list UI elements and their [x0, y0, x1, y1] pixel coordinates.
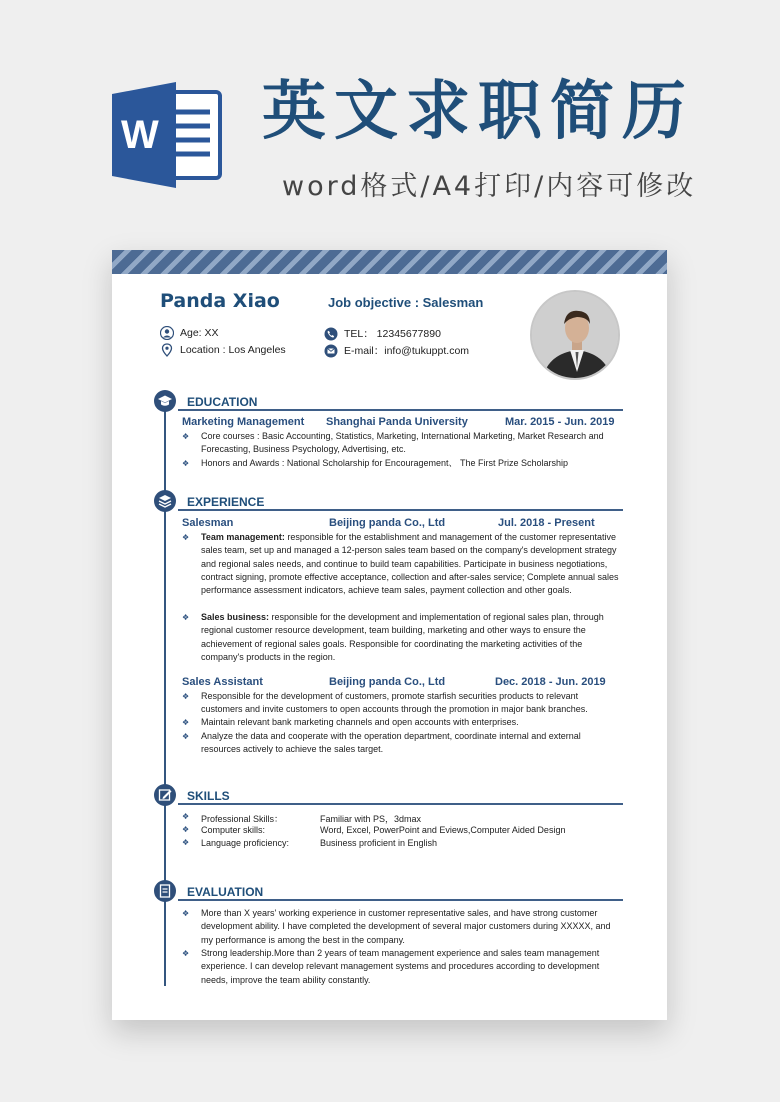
education-rule [178, 409, 623, 411]
evaluation-bullet: ❖ Strong leadership.More than 2 years of team management experience and sales team management experience. I can develop relevant management systems and procedures according to development needs, improve the team ability constantly. [182, 948, 600, 985]
job-company: Beijing panda Co., Ltd [329, 517, 446, 529]
education-school: Shanghai Panda University [326, 416, 468, 428]
job-company: Beijing panda Co., Ltd [329, 676, 446, 688]
experience-rule [178, 509, 623, 511]
job-period: Dec. 2018 - Jun. 2019 [495, 676, 606, 688]
phone-icon [324, 327, 338, 341]
skill-row: ❖ Professional Skills： Familiar with PS，3dmax [182, 812, 422, 824]
tel-info [324, 326, 441, 341]
evaluation-icon [154, 880, 176, 902]
job-bullet: ❖ Team management: responsible for the establishment and management of the customer representative sales team, set up and managed a 12-person sales team based on the company's development strategy and regional sales needs, and continue to build team capabilities. Participate in business negotiations, contract signing, promote effective acceptance, collection and after-sales service; Complete annual sales performance assessment indicators, achieve team sales, payment collection and other goals. [182, 532, 619, 596]
banner-subtitle: word格式/A4打印/内容可修改 [282, 171, 697, 202]
experience-title: EXPERIENCE [187, 495, 265, 509]
location-info [160, 343, 286, 357]
location-text: Location : Los Angeles [180, 344, 286, 356]
skills-icon [154, 784, 176, 806]
word-logo-icon [112, 82, 222, 188]
education-icon [154, 390, 176, 412]
job-bullet: ❖ Responsible for the development of customers, promote starfish securities products to relevant customers and invite customers to open accounts through the promotion in major bank branches. [182, 691, 588, 715]
email-text: E-mail：info@tukuppt.com [344, 345, 470, 357]
education-title: EDUCATION [187, 395, 258, 409]
evaluation-rule [178, 899, 623, 901]
portrait-image [532, 292, 620, 380]
education-period: Mar. 2015 - Jun. 2019 [505, 416, 615, 428]
education-bullet: ❖ Core courses : Basic Accounting, Statistics, Marketing, International Marketing, Market Research and Forecasting, Business Psychology, Advertising, etc. [182, 431, 604, 455]
svg-text:W: W [121, 113, 159, 157]
profile-photo [530, 290, 620, 380]
skills-title: SKILLS [187, 789, 230, 803]
job-objective: Job objective : Salesman [328, 295, 484, 310]
email-icon [324, 344, 338, 358]
job-bullet: ❖ Sales business: responsible for the development and implementation of regional sales plan, through regional customer resource development, team building, marketing and other ways to ensure the achievement of regional sales goals. Responsible for coordinating the marketing activities of the company's products in the region. [182, 612, 604, 662]
email-info [324, 343, 469, 358]
location-pin-icon [160, 343, 174, 357]
banner [0, 0, 780, 220]
education-major: Marketing Management [182, 416, 305, 428]
tel-text: TEL： 12345677890 [344, 328, 441, 340]
job-bullet: ❖ Maintain relevant bank marketing channels and open accounts with enterprises. [182, 717, 519, 727]
header-stripe [112, 250, 667, 274]
skill-row: ❖ Computer skills: Word, Excel, PowerPoint and Eviews,Computer Aided Design [182, 825, 566, 835]
job-role: Sales Assistant [182, 676, 263, 688]
experience-icon [154, 490, 176, 512]
job-bullet: ❖ Analyze the data and cooperate with the operation department, coordinate internal and external resources actively to achieve the sales target. [182, 731, 581, 755]
resume-page [112, 250, 667, 1020]
education-bullet: ❖ Honors and Awards : National Scholarship for Encouragement、 The First Prize Scholarship [182, 458, 569, 468]
skill-row: ❖ Language proficiency: Business proficient in English [182, 838, 438, 848]
skills-rule [178, 803, 623, 805]
age-info [160, 326, 219, 340]
banner-title: 英文求职简历 [262, 75, 694, 149]
job-role: Salesman [182, 517, 234, 529]
age-text: Age: XX [180, 327, 219, 339]
candidate-name: Panda Xiao [160, 290, 280, 312]
evaluation-title: EVALUATION [187, 885, 264, 899]
job-period: Jul. 2018 - Present [498, 517, 595, 529]
user-icon [160, 326, 174, 340]
evaluation-bullet: ❖ More than X years' working experience in customer representative sales, and have strong customer development ability. I have completed the development of several major customers during XXXXX, and my performance is among the best in the company. [182, 908, 611, 945]
